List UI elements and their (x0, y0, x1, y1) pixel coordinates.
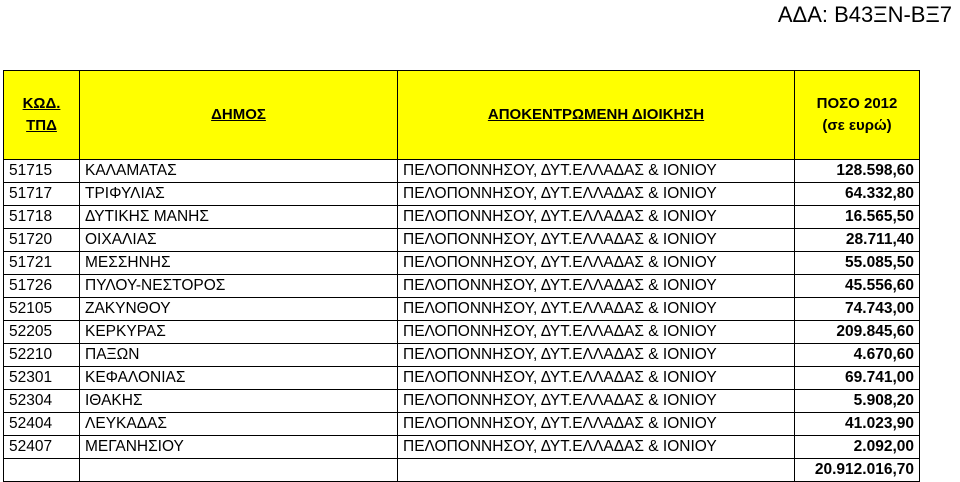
table-row (4, 367, 920, 390)
cell-code: 52407 (4, 436, 80, 459)
cell-region: ΠΕΛΟΠΟΝΝΗΣΟΥ, ΔΥΤ.ΕΛΛΑΔΑΣ & ΙΟΝΙΟΥ (398, 298, 795, 321)
cell-dimos: ΤΡΙΦΥΛΙΑΣ (80, 183, 398, 206)
table-row (4, 252, 920, 275)
cell-dimos: ΚΕΦΑΛΟΝΙΑΣ (80, 367, 398, 390)
cell-dimos: ΠΥΛΟΥ-ΝΕΣΤΟΡΟΣ (80, 275, 398, 298)
cell-region: ΠΕΛΟΠΟΝΝΗΣΟΥ, ΔΥΤ.ΕΛΛΑΔΑΣ & ΙΟΝΙΟΥ (398, 206, 795, 229)
table-row (4, 321, 920, 344)
header-region: ΑΠΟΚΕΝΤΡΩΜΕΝΗ ΔΙΟΙΚΗΣΗ (398, 71, 795, 160)
cell-code: 51717 (4, 183, 80, 206)
cell-region: ΠΕΛΟΠΟΝΝΗΣΟΥ, ΔΥΤ.ΕΛΛΑΔΑΣ & ΙΟΝΙΟΥ (398, 275, 795, 298)
cell-dimos: ΜΕΓΑΝΗΣΙΟΥ (80, 436, 398, 459)
table-row (4, 229, 920, 252)
cell-region: ΠΕΛΟΠΟΝΝΗΣΟΥ, ΔΥΤ.ΕΛΛΑΔΑΣ & ΙΟΝΙΟΥ (398, 229, 795, 252)
cell-amount: 69.741,00 (795, 367, 920, 390)
total-row (4, 459, 920, 482)
cell-code: 51718 (4, 206, 80, 229)
cell-dimos: ΠΑΞΩΝ (80, 344, 398, 367)
cell-dimos: ΟΙΧΑΛΙΑΣ (80, 229, 398, 252)
table-row (4, 183, 920, 206)
table-row (4, 413, 920, 436)
cell-code: 52304 (4, 390, 80, 413)
cell-region: ΠΕΛΟΠΟΝΝΗΣΟΥ, ΔΥΤ.ΕΛΛΑΔΑΣ & ΙΟΝΙΟΥ (398, 436, 795, 459)
table-row (4, 390, 920, 413)
cell-code: 51726 (4, 275, 80, 298)
header-dimos: ΔΗΜΟΣ (80, 71, 398, 160)
table-row (4, 275, 920, 298)
table-row (4, 344, 920, 367)
table-row (4, 160, 920, 183)
cell-dimos: ΙΘΑΚΗΣ (80, 390, 398, 413)
municipality-table (3, 70, 920, 482)
cell-dimos: ΖΑΚΥΝΘΟΥ (80, 298, 398, 321)
total-empty-cell (80, 459, 398, 482)
table-header-row (4, 71, 920, 160)
cell-amount: 5.908,20 (795, 390, 920, 413)
cell-code: 52301 (4, 367, 80, 390)
cell-code: 52105 (4, 298, 80, 321)
cell-dimos: ΚΕΡΚΥΡΑΣ (80, 321, 398, 344)
cell-region: ΠΕΛΟΠΟΝΝΗΣΟΥ, ΔΥΤ.ΕΛΛΑΔΑΣ & ΙΟΝΙΟΥ (398, 390, 795, 413)
cell-code: 51715 (4, 160, 80, 183)
cell-amount: 128.598,60 (795, 160, 920, 183)
cell-amount: 2.092,00 (795, 436, 920, 459)
total-empty-cell (398, 459, 795, 482)
cell-code: 51720 (4, 229, 80, 252)
cell-code: 52404 (4, 413, 80, 436)
cell-region: ΠΕΛΟΠΟΝΝΗΣΟΥ, ΔΥΤ.ΕΛΛΑΔΑΣ & ΙΟΝΙΟΥ (398, 252, 795, 275)
header-poso-line1: ΠΟΣΟ 2012 (816, 95, 898, 112)
table-row (4, 206, 920, 229)
cell-region: ΠΕΛΟΠΟΝΝΗΣΟΥ, ΔΥΤ.ΕΛΛΑΔΑΣ & ΙΟΝΙΟΥ (398, 413, 795, 436)
cell-region: ΠΕΛΟΠΟΝΝΗΣΟΥ, ΔΥΤ.ΕΛΛΑΔΑΣ & ΙΟΝΙΟΥ (398, 344, 795, 367)
header-code-line1: ΚΩΔ. (22, 95, 61, 112)
cell-dimos: ΔΥΤΙΚΗΣ ΜΑΝΗΣ (80, 206, 398, 229)
cell-code: 52210 (4, 344, 80, 367)
cell-region: ΠΕΛΟΠΟΝΝΗΣΟΥ, ΔΥΤ.ΕΛΛΑΔΑΣ & ΙΟΝΙΟΥ (398, 160, 795, 183)
cell-code: 52205 (4, 321, 80, 344)
header-code-line2: ΤΠΔ (26, 117, 57, 134)
total-empty-cell (4, 459, 80, 482)
cell-dimos: ΛΕΥΚΑΔΑΣ (80, 413, 398, 436)
cell-amount: 28.711,40 (795, 229, 920, 252)
ada-code: ΑΔΑ: Β43ΞΝ-ΒΞ7 (777, 2, 952, 27)
cell-amount: 74.743,00 (795, 298, 920, 321)
cell-amount: 209.845,60 (795, 321, 920, 344)
cell-amount: 16.565,50 (795, 206, 920, 229)
total-amount: 20.912.016,70 (795, 459, 920, 482)
cell-dimos: ΜΕΣΣΗΝΗΣ (80, 252, 398, 275)
table-row (4, 436, 920, 459)
cell-amount: 64.332,80 (795, 183, 920, 206)
header-poso-line2: (σε ευρώ) (822, 117, 892, 134)
cell-code: 51721 (4, 252, 80, 275)
cell-amount: 41.023,90 (795, 413, 920, 436)
cell-region: ΠΕΛΟΠΟΝΝΗΣΟΥ, ΔΥΤ.ΕΛΛΑΔΑΣ & ΙΟΝΙΟΥ (398, 183, 795, 206)
cell-region: ΠΕΛΟΠΟΝΝΗΣΟΥ, ΔΥΤ.ΕΛΛΑΔΑΣ & ΙΟΝΙΟΥ (398, 321, 795, 344)
cell-region: ΠΕΛΟΠΟΝΝΗΣΟΥ, ΔΥΤ.ΕΛΛΑΔΑΣ & ΙΟΝΙΟΥ (398, 367, 795, 390)
header-code (4, 71, 80, 160)
cell-amount: 55.085,50 (795, 252, 920, 275)
table-row (4, 298, 920, 321)
cell-dimos: ΚΑΛΑΜΑΤΑΣ (80, 160, 398, 183)
cell-amount: 4.670,60 (795, 344, 920, 367)
header-poso (795, 71, 920, 160)
cell-amount: 45.556,60 (795, 275, 920, 298)
